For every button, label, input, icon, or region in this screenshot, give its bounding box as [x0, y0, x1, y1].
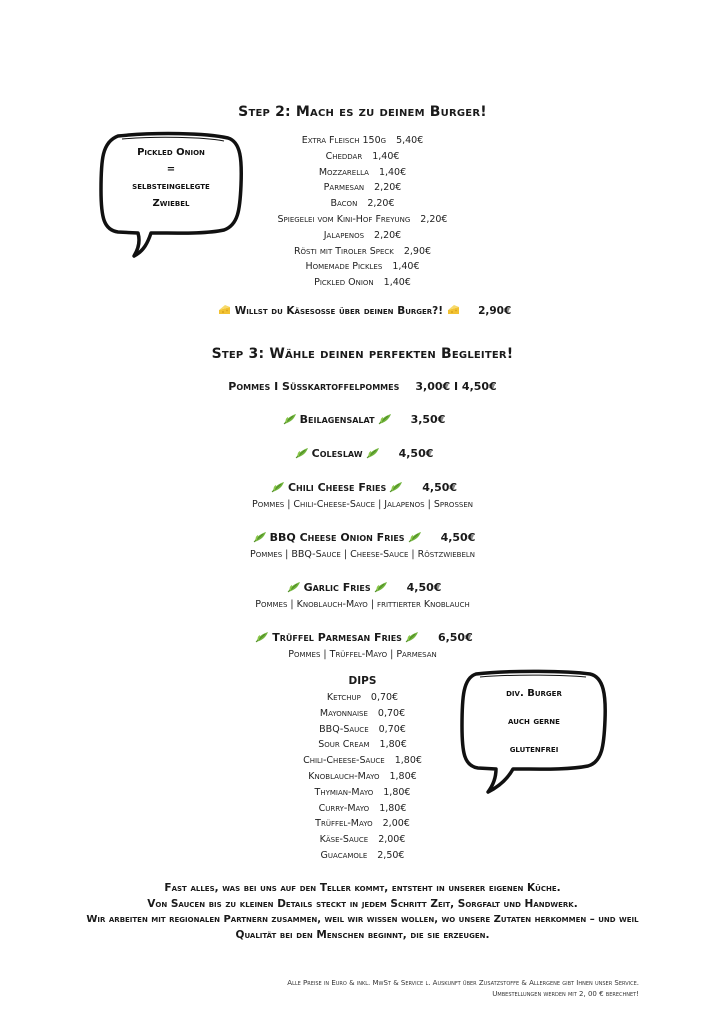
dip-price: 2,00€ — [382, 818, 410, 830]
extra-name: Extra Fleisch 150g — [301, 135, 387, 146]
side-item-description: Pommes | BBQ-Sauce | Cheese-Sauce | Röstzwiebeln — [249, 549, 476, 560]
bubble-left-line: = — [166, 164, 176, 175]
cheese-sauce-offer — [0, 304, 725, 317]
dip-item — [0, 816, 725, 832]
legal-line: Alle Preise in Euro & inkl. MwSt & Service l. Auskunft über Zusatzstoffe & Allergene gibt Ihnen unser Service. — [287, 979, 639, 987]
side-item-description: Pommes | Knoblauch-Mayo | frittierter Knoblauch — [255, 599, 470, 610]
extra-item — [0, 275, 725, 291]
leaf-icon — [271, 481, 285, 493]
bubble-right-line: auch gerne — [508, 716, 560, 727]
extra-price: 2,20€ — [374, 182, 402, 194]
cheese-icon — [447, 304, 460, 315]
dip-name: Guacamole — [320, 849, 368, 861]
extra-price: 2,20€ — [367, 198, 395, 210]
dip-name: Chili-Cheese-Sauce — [303, 755, 385, 767]
footer-statement — [0, 881, 725, 943]
side-item — [0, 447, 725, 460]
extra-name: Mozzarella — [318, 166, 369, 178]
side-item-name: Trüffel Parmesan Fries — [272, 631, 402, 644]
dip-price: 0,70€ — [378, 723, 406, 735]
dips-title: DIPS — [348, 675, 377, 687]
dip-price: 2,50€ — [377, 849, 405, 861]
bubble-left-line: selbsteingelegte — [132, 181, 210, 192]
side-item — [0, 413, 725, 426]
footer-line: Von Saucen bis zu kleinen Details steckt in jedem Schritt Zeit, Sorgfalt und Handwerk. — [147, 897, 578, 910]
extra-name: Rösti mit Tiroler Speck — [293, 245, 394, 257]
side-item-price: 6,50€ — [437, 631, 473, 644]
bubble-right-text — [464, 680, 604, 764]
dip-item — [0, 769, 725, 785]
side-item — [0, 531, 725, 560]
leaf-icon — [374, 581, 388, 593]
dip-name: Mayonnaise — [319, 707, 368, 719]
side-item-description: Pommes | Chili-Cheese-Sauce | Jalapenos | Sprossen — [252, 499, 473, 510]
bubble-right-line: glutenfrei — [509, 744, 559, 755]
cheese-sauce-price: 2,90€ — [478, 305, 512, 317]
extra-name: Jalapenos — [323, 229, 365, 241]
side-item — [0, 481, 725, 510]
footer-line: Qualität bei den Menschen beginnt, die sie erzeugen. — [235, 928, 490, 941]
dip-item — [0, 722, 725, 738]
extra-name: Bacon — [330, 198, 358, 210]
dip-item — [0, 785, 725, 801]
dip-price: 2,00€ — [378, 834, 406, 846]
bubble-left-text — [104, 144, 238, 212]
side-item-price: 4,50€ — [422, 481, 458, 494]
extra-name: Pickled Onion — [314, 277, 374, 289]
dip-name: Thymian-Mayo — [314, 786, 374, 798]
dip-price: 1,80€ — [394, 755, 422, 767]
side-item-name: Chili Cheese Fries — [287, 481, 387, 494]
dip-price: 1,80€ — [379, 802, 407, 814]
dip-item — [0, 737, 725, 753]
footer-line: Fast alles, was bei uns auf den Teller kommt, entsteht in unserer eigenen Küche. — [164, 882, 561, 894]
pommes-line — [0, 380, 725, 393]
dip-item — [0, 753, 725, 769]
dip-price: 0,70€ — [377, 707, 406, 719]
dip-name: Ketchup — [326, 692, 361, 703]
dip-name: BBQ-Sauce — [319, 723, 369, 735]
pommes-label: Pommes I Süßkartoffelpommes — [228, 380, 400, 393]
extra-name: Spiegelei vom Kini-Hof Freyung — [277, 213, 411, 225]
dip-item — [0, 848, 725, 864]
bubble-left-line: Pickled Onion — [137, 147, 205, 158]
extra-price: 1,40€ — [392, 261, 420, 273]
extra-name: Parmesan — [323, 182, 365, 194]
extra-price: 5,40€ — [396, 135, 424, 146]
dip-name: Trüffel-Mayo — [315, 818, 373, 830]
leaf-icon — [378, 413, 392, 425]
dip-item — [0, 706, 725, 722]
extra-name: Cheddar — [325, 150, 363, 162]
leaf-icon — [283, 413, 297, 425]
side-item-description: Pommes | Trüffel-Mayo | Parmesan — [288, 649, 437, 660]
dip-name: Käse-Sauce — [319, 834, 369, 846]
extra-price: 2,20€ — [374, 229, 402, 241]
footer-line: Wir arbeiten mit regionalen Partnern zusammen, weil wir wissen wollen, wo unsere Zutaten herkommen – und weil — [86, 914, 639, 925]
dip-item — [0, 801, 725, 817]
dip-price: 1,80€ — [379, 739, 407, 751]
side-item-name: Garlic Fries — [303, 581, 371, 594]
dip-item — [0, 832, 725, 848]
side-item-name: Coleslaw — [311, 447, 363, 460]
dip-name: Sour Cream — [318, 739, 370, 751]
extra-price: 1,40€ — [372, 150, 400, 162]
dips-list — [0, 690, 725, 864]
side-item-price: 3,50€ — [410, 413, 446, 426]
dip-item — [0, 690, 725, 706]
extra-price: 1,40€ — [378, 166, 407, 178]
leaf-icon — [295, 447, 309, 459]
leaf-icon — [389, 481, 403, 493]
dip-price: 1,80€ — [383, 786, 411, 798]
leaf-icon — [408, 531, 422, 543]
cheese-sauce-label: Willst du Käsesoße über deinen Burger?! — [234, 305, 444, 317]
legal-line: Umbestellungen werden mit 2, 00 € berechnet! — [492, 990, 639, 998]
side-item — [0, 631, 725, 660]
step3-title: Step 3: Wähle deinen perfekten Begleiter! — [211, 346, 514, 362]
step2-title: Step 2: Mach es zu deinem Burger! — [238, 104, 487, 120]
side-item-name: BBQ Cheese Onion Fries — [269, 531, 405, 544]
dip-name: Knoblauch-Mayo — [308, 770, 380, 782]
bubble-right-line: div. Burger — [506, 688, 562, 699]
speech-bubble-left — [96, 130, 246, 260]
side-item-name: Beilagensalat — [299, 413, 375, 426]
leaf-icon — [405, 631, 419, 643]
speech-bubble-right — [458, 668, 610, 798]
extra-item — [0, 259, 725, 275]
side-item — [0, 581, 725, 610]
dip-price: 1,80€ — [389, 770, 417, 782]
extra-price: 1,40€ — [383, 277, 411, 289]
side-item-price: 4,50€ — [440, 531, 476, 544]
extra-price: 2,90€ — [403, 245, 432, 257]
cheese-icon — [218, 304, 231, 315]
side-item-price: 4,50€ — [398, 447, 434, 460]
pommes-price: 3,00€ I 4,50€ — [415, 380, 497, 393]
extra-price: 2,20€ — [420, 213, 448, 225]
dip-price: 0,70€ — [370, 692, 399, 703]
extra-name: Homemade Pickles — [305, 261, 383, 273]
leaf-icon — [287, 581, 301, 593]
dip-name: Curry-Mayo — [318, 802, 370, 814]
leaf-icon — [366, 447, 380, 459]
legal-notice — [287, 978, 639, 1000]
side-item-price: 4,50€ — [406, 581, 442, 594]
leaf-icon — [255, 631, 269, 643]
leaf-icon — [253, 531, 267, 543]
bubble-left-line: Zwiebel — [152, 198, 190, 209]
